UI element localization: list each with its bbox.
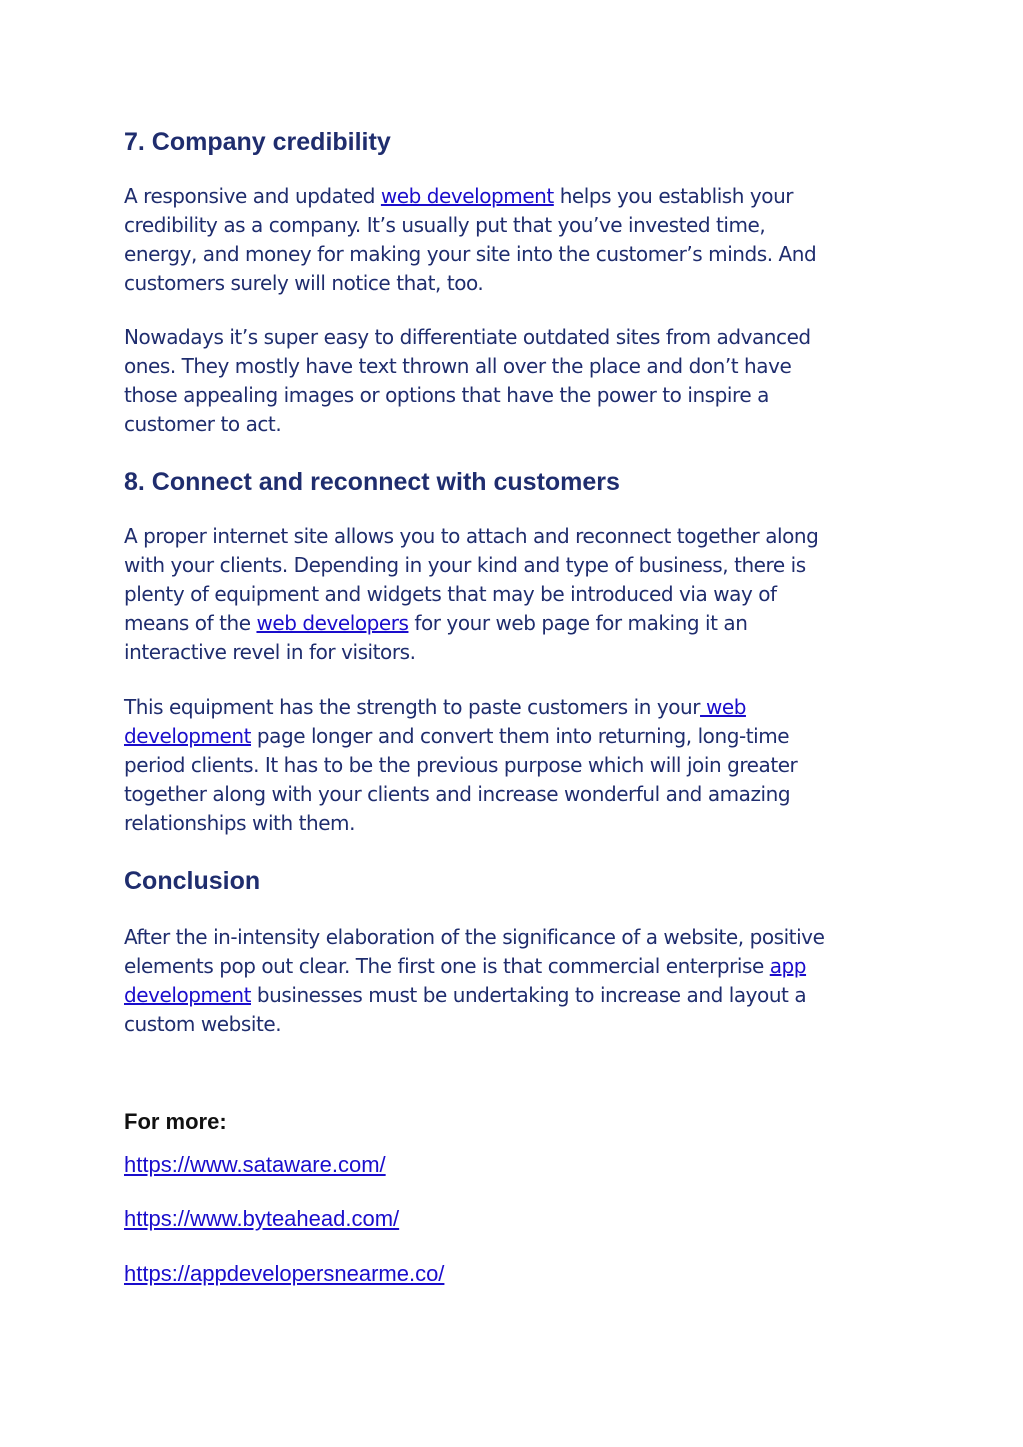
paragraph-connect-customers-2 — [124, 693, 914, 838]
web-development-link[interactable]: web development — [380, 184, 554, 208]
text-segment: page longer and convert them into returning, long-time — [250, 724, 790, 748]
text-line: Nowadays it’s super easy to differentiate outdated sites from advanced — [124, 325, 811, 349]
paragraph-conclusion — [124, 923, 914, 1039]
text-line: customer to act. — [124, 412, 282, 436]
text-line: ones. They mostly have text thrown all over the place and don’t have — [124, 354, 792, 378]
text-segment: This equipment has the strength to paste customers in your — [124, 695, 701, 719]
text-line: together along with your clients and increase wonderful and amazing — [124, 782, 791, 806]
for-more-label: For more: — [124, 1109, 227, 1134]
heading-conclusion: Conclusion — [124, 867, 261, 895]
text-segment: helps you establish your — [553, 184, 794, 208]
text-line: interactive revel in for visitors. — [124, 640, 416, 664]
text-line — [124, 981, 914, 1010]
text-line: those appealing images or options that have the power to inspire a — [124, 383, 769, 407]
byteahead-link[interactable]: https://www.byteahead.com/ — [124, 1206, 400, 1231]
text-line: custom website. — [124, 1012, 282, 1036]
text-line: period clients. It has to be the previous purpose which will join greater — [124, 753, 798, 777]
paragraph-connect-customers-1 — [124, 522, 914, 667]
sataware-link[interactable]: https://www.sataware.com/ — [124, 1152, 386, 1177]
text-segment: businesses must be undertaking to increase and layout a — [250, 983, 807, 1007]
text-segment: elements pop out clear. The first one is that commercial enterprise — [124, 954, 770, 978]
text-line — [124, 952, 914, 981]
app-development-link[interactable]: app — [769, 954, 807, 978]
text-line: energy, and money for making your site into the customer’s minds. And — [124, 242, 817, 266]
text-line: relationships with them. — [124, 811, 355, 835]
paragraph-company-credibility-2 — [124, 323, 914, 439]
web-development-link-2-cont[interactable]: development — [124, 724, 251, 748]
text-line — [124, 609, 914, 638]
text-segment: A responsive and updated — [124, 184, 381, 208]
text-line: with your clients. Depending in your kind and type of business, there is — [124, 553, 806, 577]
web-development-link-2[interactable]: web — [700, 695, 746, 719]
text-line — [124, 722, 914, 751]
text-line: customers surely will notice that, too. — [124, 271, 484, 295]
paragraph-company-credibility-1 — [124, 182, 914, 298]
app-development-link-cont[interactable]: development — [124, 983, 251, 1007]
text-line: A proper internet site allows you to attach and reconnect together along — [124, 524, 819, 548]
text-line: credibility as a company. It’s usually put that you’ve invested time, — [124, 213, 766, 237]
heading-company-credibility: 7. Company credibility — [124, 128, 391, 156]
text-segment: means of the — [124, 611, 257, 635]
web-developers-link[interactable]: web developers — [256, 611, 409, 635]
appdevelopersnearme-link[interactable]: https://appdevelopersnearme.co/ — [124, 1261, 445, 1286]
text-segment: for your web page for making it an — [408, 611, 748, 635]
text-line: plenty of equipment and widgets that may be introduced via way of — [124, 582, 777, 606]
heading-connect-customers: 8. Connect and reconnect with customers — [124, 468, 620, 496]
text-line — [124, 182, 914, 211]
text-line — [124, 693, 914, 722]
text-line: After the in-intensity elaboration of the significance of a website, positive — [124, 925, 825, 949]
